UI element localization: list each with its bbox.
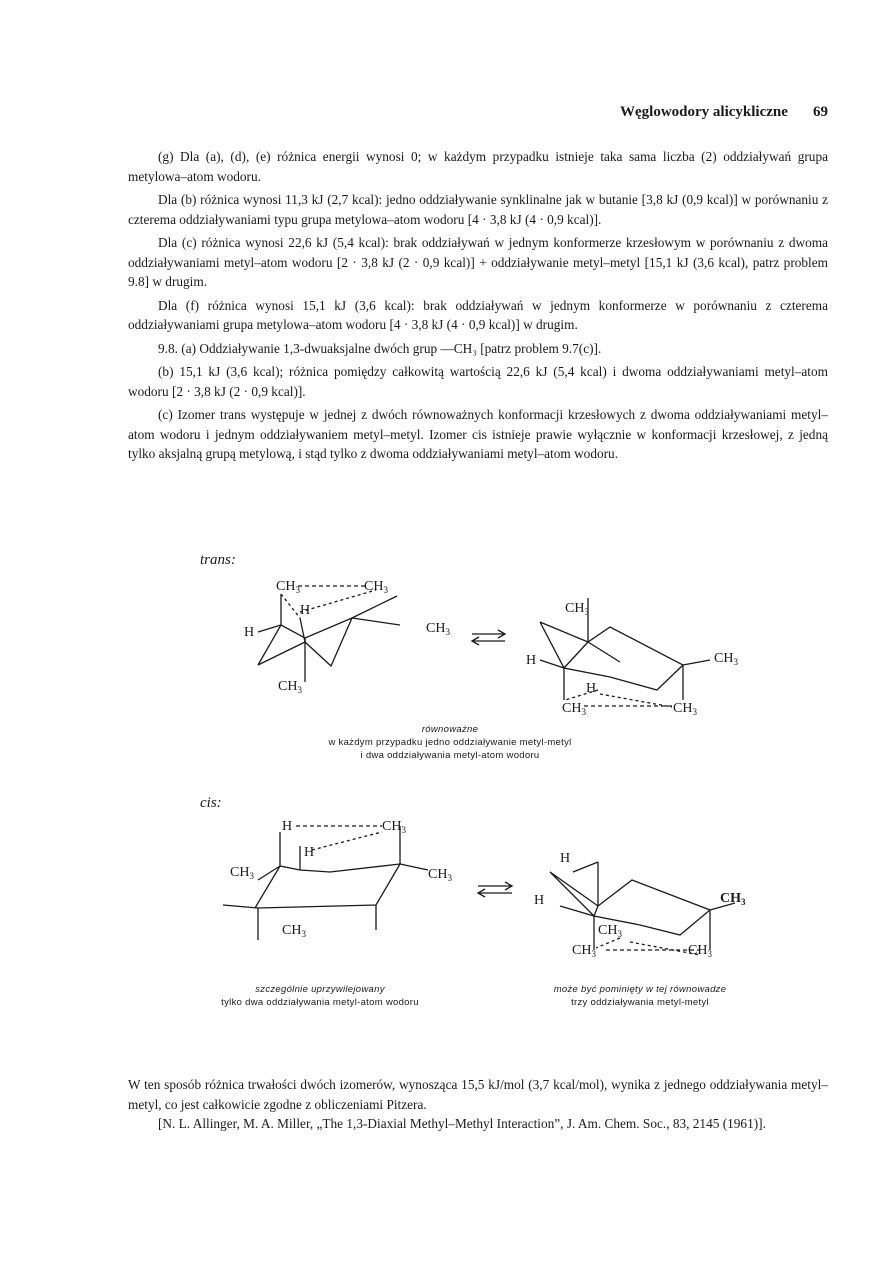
trans-caption-line2: i dwa oddziaływania metyl-atom wodoru <box>360 750 540 761</box>
h-label: H <box>534 893 545 908</box>
conclusion-paragraph: W ten sposób różnica trwałości dwóch izomerów, wynosząca 15,5 kJ/mol (3,7 kcal/mol), wynika z jednego oddziaływania metyl–metyl, co jest całkowicie zgodne z obliczeniami Pitzera. <box>128 1077 828 1112</box>
trans-label: trans: <box>200 552 236 568</box>
ch3-label: $CH_3$ <box>720 891 746 907</box>
conclusion-text <box>128 1075 828 1134</box>
trans-caption-line1: w każdym przypadku jedno oddziaływanie metyl-metyl <box>328 737 572 748</box>
ch3-label: $CH_3$ <box>278 679 302 695</box>
paragraph-g: (g) Dla (a), (d), (e) różnica energii wynosi 0; w każdym przypadku istnieje taka sama liczba (2) oddziaływań grupa metylowa–atom wodoru. <box>128 149 828 184</box>
ch3-label: $CH_3$ <box>230 865 254 881</box>
trans-chair-left <box>258 586 400 682</box>
ch3-label: $CH_3$ <box>426 621 450 637</box>
cis-chair-left <box>223 826 428 940</box>
cis-right-caption <box>520 983 760 1009</box>
equilibrium-arrow-trans <box>472 630 505 645</box>
paragraph-c: Dla (c) różnica wynosi 22,6 kJ (5,4 kcal): brak oddziaływań w jednym konformerze krzesłowym w porównaniu z dwoma oddziaływaniami metyl–atom wodoru [2 · 3,8 kJ (2 · 0,9 kcal)] + oddziaływanie metyl–metyl [15,1 kJ (3,6 kcal), patrz problem 9.8] w drugim. <box>128 235 828 289</box>
paragraph-98c: (c) Izomer trans występuje w jednej z dwóch równoważnych konformacji krzesłowych z dwoma oddziaływaniami metyl–atom wodoru i jednym oddziaływaniem metyl–metyl. Izomer cis istnieje prawie wyłącznie w konformacji krzesłowej, z jedną tylko aksjalną grupą metylową, i stąd tylko z dwoma oddziaływaniami metyl–atom wodoru. <box>128 407 828 461</box>
ch3-label: $CH_3$ <box>428 867 452 883</box>
h-label: H <box>560 851 571 866</box>
h-label: H <box>244 625 255 640</box>
ch3-label: $CH_3$ <box>565 601 589 617</box>
cis-left-caption-text: tylko dwa oddziaływania metyl-atom wodoru <box>221 997 419 1008</box>
ch3-label: $CH_3$ <box>364 579 388 595</box>
paragraph-98b: (b) 15,1 kJ (3,6 kcal); różnica pomiędzy całkowitą wartością 22,6 kJ (5,4 kcal) i dwoma oddziaływaniami metyl–atom wodoru [2 · 3,8 kJ (2 · 0,9 kcal)]. <box>128 364 828 399</box>
cis-label: cis: <box>200 795 222 811</box>
cis-chair-right <box>550 862 735 955</box>
ch3-label: $CH_3$ <box>562 701 586 717</box>
reference: [N. L. Allinger, M. A. Miller, „The 1,3-Diaxial Methyl–Methyl Interaction”, J. Am. Chem. Soc., 83, 2145 (1961)]. <box>158 1116 766 1131</box>
h-label: H <box>300 603 311 618</box>
h-label: H <box>526 653 537 668</box>
page-number: 69 <box>813 104 828 120</box>
paragraph-b: Dla (b) różnica wynosi 11,3 kJ (2,7 kcal): jedno oddziaływanie synklinalne jak w butanie [3,8 kJ (0,9 kcal)] w porównaniu z czterema oddziaływaniami typu grupa metylowa–atom wodoru [4 · 3,8 kJ (4 · 0,9 kcal)]. <box>128 192 828 227</box>
ch3-label: $CH_3$ <box>282 923 306 939</box>
ch3-label: $CH_3$ <box>382 819 406 835</box>
trans-caption-title: równoważne <box>421 724 479 735</box>
paragraph-98a: 9.8. (a) Oddziaływanie 1,3-dwuaksjalne dwóch grup —CH₃ [patrz problem 9.7(c)]. <box>158 340 602 356</box>
cis-left-caption-title: szczególnie uprzywilejowany <box>255 984 385 995</box>
trans-caption <box>300 723 600 762</box>
ch3-label: $CH_3$ <box>714 651 738 667</box>
paragraph-f: Dla (f) różnica wynosi 15,1 kJ (3,6 kcal): brak oddziaływań w jednym konformerze w porównaniu z czterema oddziaływaniami grupa metylowa–atom wodoru [4 · 3,8 kJ (4 · 0,9 kcal)] w drugim. <box>128 297 828 332</box>
cis-right-caption-title: może być pominięty w tej równowadze <box>553 984 727 995</box>
ch3-label: $CH_3$ <box>598 923 622 939</box>
h-label: H <box>304 845 315 860</box>
header-title: Węglowodory alicykliczne <box>620 104 788 120</box>
h-label: H <box>282 819 293 834</box>
cis-left-caption <box>195 983 445 1009</box>
ch3-label: $CH_3$ <box>673 701 697 717</box>
equilibrium-arrow-cis <box>478 882 512 897</box>
ch3-label: $CH_3$ <box>688 943 712 959</box>
cis-right-caption-text: trzy oddziaływania metyl-metyl <box>571 997 709 1008</box>
h-label: H <box>586 681 597 696</box>
ch3-label: $CH_3$ <box>276 579 300 595</box>
ch3-label: $CH_3$ <box>572 943 596 959</box>
